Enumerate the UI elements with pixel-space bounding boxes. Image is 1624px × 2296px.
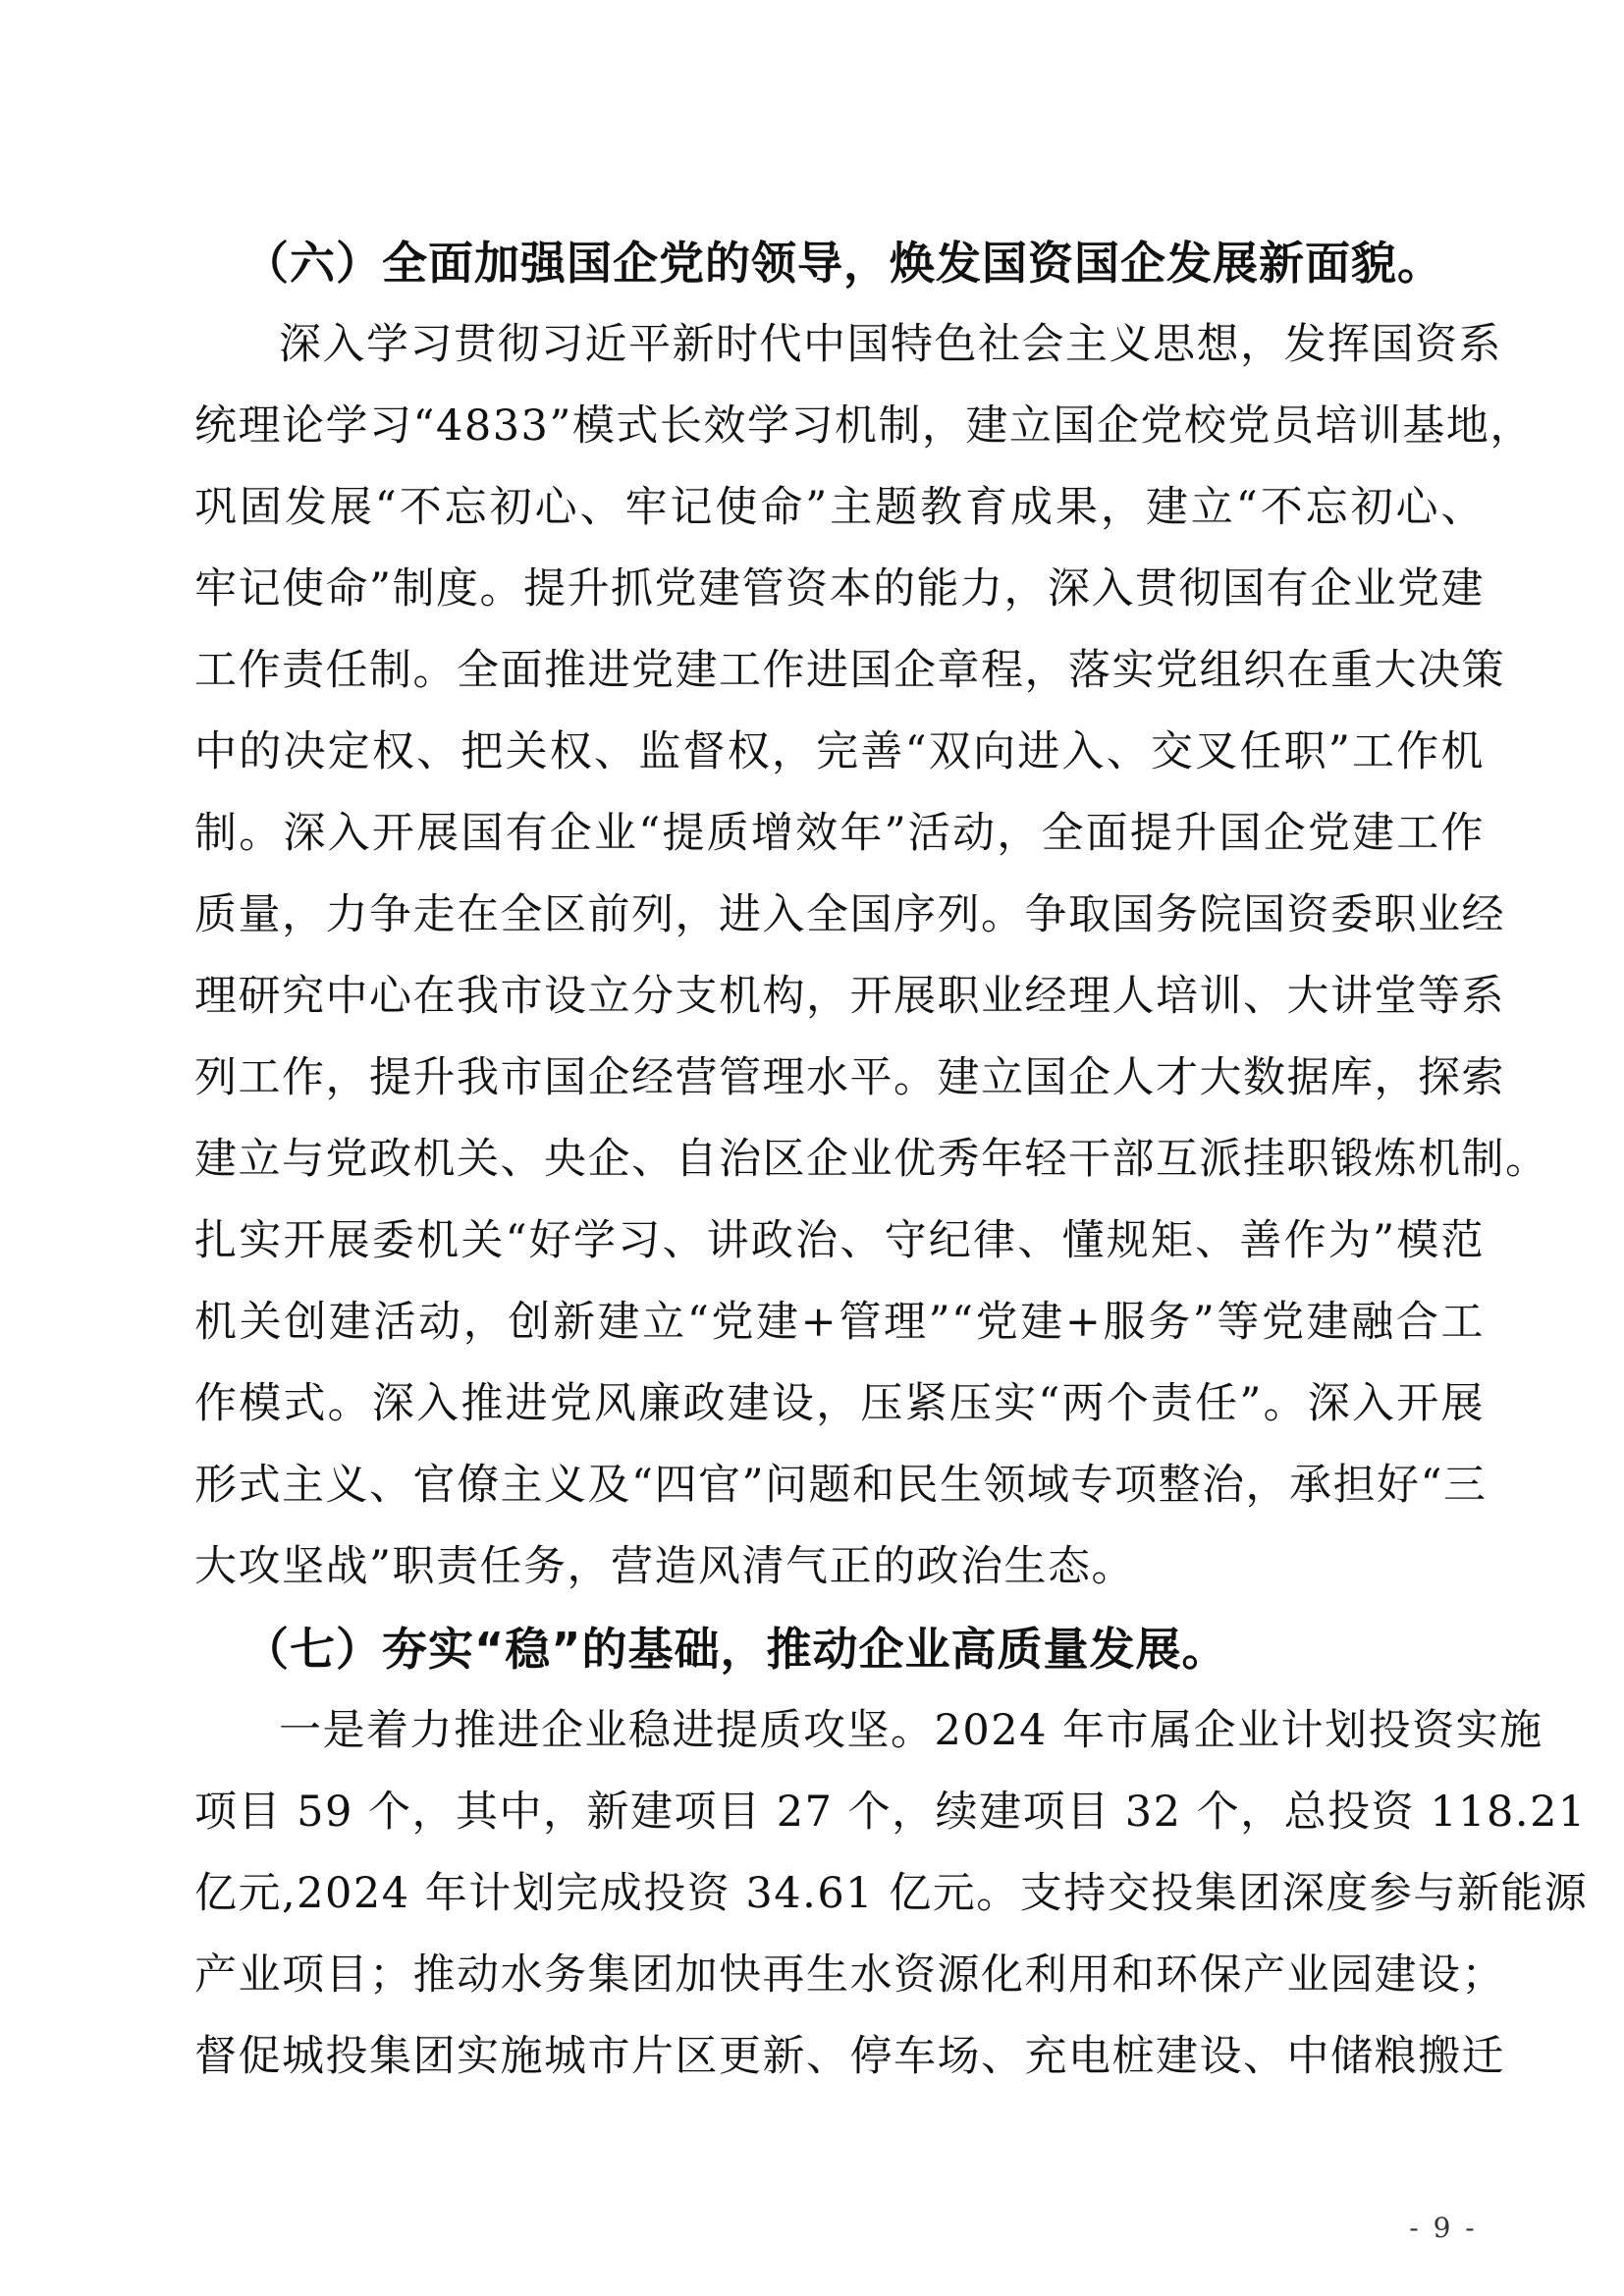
document-body (194, 222, 1589, 2098)
paragraph-line: 深入学习贯彻习近平新时代中国特色社会主义思想，发挥国资系 (279, 320, 1502, 369)
paragraph-line: 一是着力推进企业稳进提质攻坚。2024 年市属企业计划投资实施 (279, 1706, 1543, 1755)
paragraph-line: 列工作，提升我市国企经营管理水平。建立国企人才大数据库，探索 (194, 1053, 1505, 1102)
paragraph-line: 亿元,2024 年计划完成投资 34.61 亿元。支持交投集团深度参与新能源 (194, 1869, 1589, 1918)
paragraph-line: 产业项目；推动水务集团加快再生水资源化利用和环保产业园建设； (194, 1950, 1505, 2000)
section-6-heading: （六）全面加强国企党的领导，焕发国资国企发展新面貌。 (244, 237, 1443, 290)
paragraph-line: 作模式。深入推进党风廉政建设，压紧压实“两个责任”。深入开展 (194, 1379, 1485, 1428)
section-6-paragraph (194, 304, 1549, 1608)
paragraph-line: 督促城投集团实施城市片区更新、停车场、充电桩建设、中储粮搬迁 (194, 2032, 1505, 2081)
paragraph-line: 工作责任制。全面推进党建工作进国企章程，落实党组织在重大决策 (194, 646, 1505, 695)
paragraph-line: 大攻坚战”职责任务，营造风清气正的政治生态。 (194, 1542, 1135, 1591)
paragraph-line: 巩固发展“不忘初心、牢记使命”主题教育成果，建立“不忘初心、 (194, 483, 1485, 532)
paragraph-line: 项目 59 个，其中，新建项目 27 个，续建项目 32 个，总投资 118.21 (194, 1788, 1587, 1837)
paragraph-line: 建立与党政机关、央企、自治区企业优秀年轻干部互派挂职锻炼机制。 (194, 1135, 1549, 1184)
paragraph-line: 扎实开展委机关“好学习、讲政治、守纪律、懂规矩、善作为”模范 (194, 1216, 1485, 1265)
paragraph-line: 制。深入开展国有企业“提质增效年”活动，全面提升国企党建工作 (194, 809, 1485, 858)
section-7-heading: （七）夯实“稳”的基础，推动企业高质量发展。 (244, 1623, 1228, 1676)
paragraph-line: 统理论学习“4833”模式长效学习机制，建立国企党校党员培训基地， (194, 401, 1534, 451)
paragraph-line: 理研究中心在我市设立分支机构，开展职业经理人培训、大讲堂等系 (194, 972, 1505, 1021)
paragraph-line: 质量，力争走在全区前列，进入全国序列。争取国务院国资委职业经 (194, 890, 1505, 939)
paragraph-line: 中的决定权、把关权、监督权，完善“双向进入、交叉任职”工作机 (194, 727, 1485, 776)
section-7-paragraph (194, 1690, 1589, 2098)
page-number: - 9 - (1409, 2212, 1478, 2244)
paragraph-line: 牢记使命”制度。提升抓党建管资本的能力，深入贯彻国有企业党建 (194, 564, 1485, 614)
paragraph-line: 形式主义、官僚主义及“四官”问题和民生领域专项整治，承担好“三 (194, 1461, 1488, 1510)
paragraph-line: 机关创建活动，创新建立“党建+管理”“党建+服务”等党建融合工 (194, 1298, 1485, 1347)
